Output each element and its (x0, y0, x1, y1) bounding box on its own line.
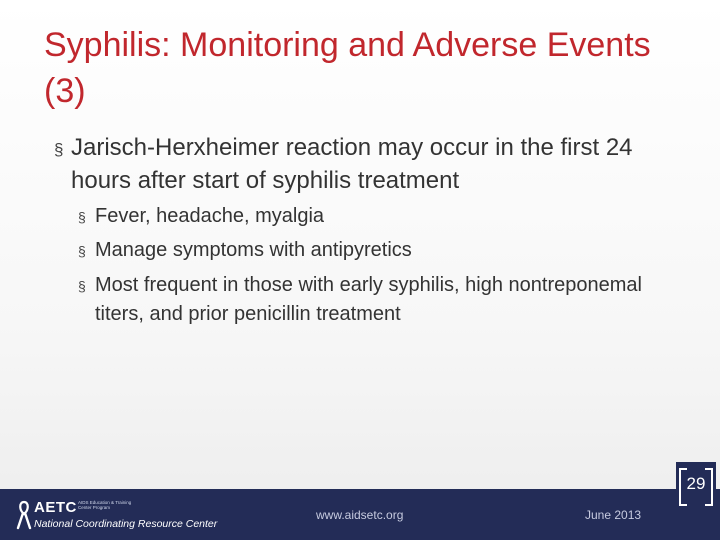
logo-brand: AETC (34, 499, 77, 516)
bullet-marker-icon: § (78, 278, 86, 294)
logo-organization-name: National Coordinating Resource Center (34, 518, 218, 530)
footer-date: June 2013 (585, 508, 642, 522)
aetc-logo (12, 497, 218, 533)
footer-bar (0, 489, 720, 540)
sub-bullet-text: Most frequent in those with early syphilis, high nontreponemal titers, and prior penicillin treatment (95, 274, 642, 325)
bullet-item (54, 131, 694, 197)
awareness-ribbon-icon (16, 500, 32, 530)
footer-url-link[interactable]: www.aidsetc.org (316, 508, 404, 522)
sub-bullet-item (78, 236, 668, 265)
sub-bullet-text: Manage symptoms with antipyretics (95, 239, 412, 261)
sub-bullet-item (78, 271, 668, 329)
slide-title: Syphilis: Monitoring and Adverse Events (3) (44, 26, 651, 110)
logo-tagline: AIDS Education & Training Center Program (78, 500, 132, 510)
bullet-text: Jarisch-Herxheimer reaction may occur in the first 24 hours after start of syphilis treatment (71, 134, 633, 194)
sub-bullet-text: Fever, headache, myalgia (95, 205, 325, 227)
page-number: 29 (686, 474, 706, 493)
sub-bullet-item (78, 202, 668, 231)
bullet-marker-icon: § (54, 140, 64, 159)
page-number-badge (676, 462, 716, 510)
bullet-marker-icon: § (78, 243, 86, 259)
bullet-marker-icon: § (78, 209, 86, 225)
